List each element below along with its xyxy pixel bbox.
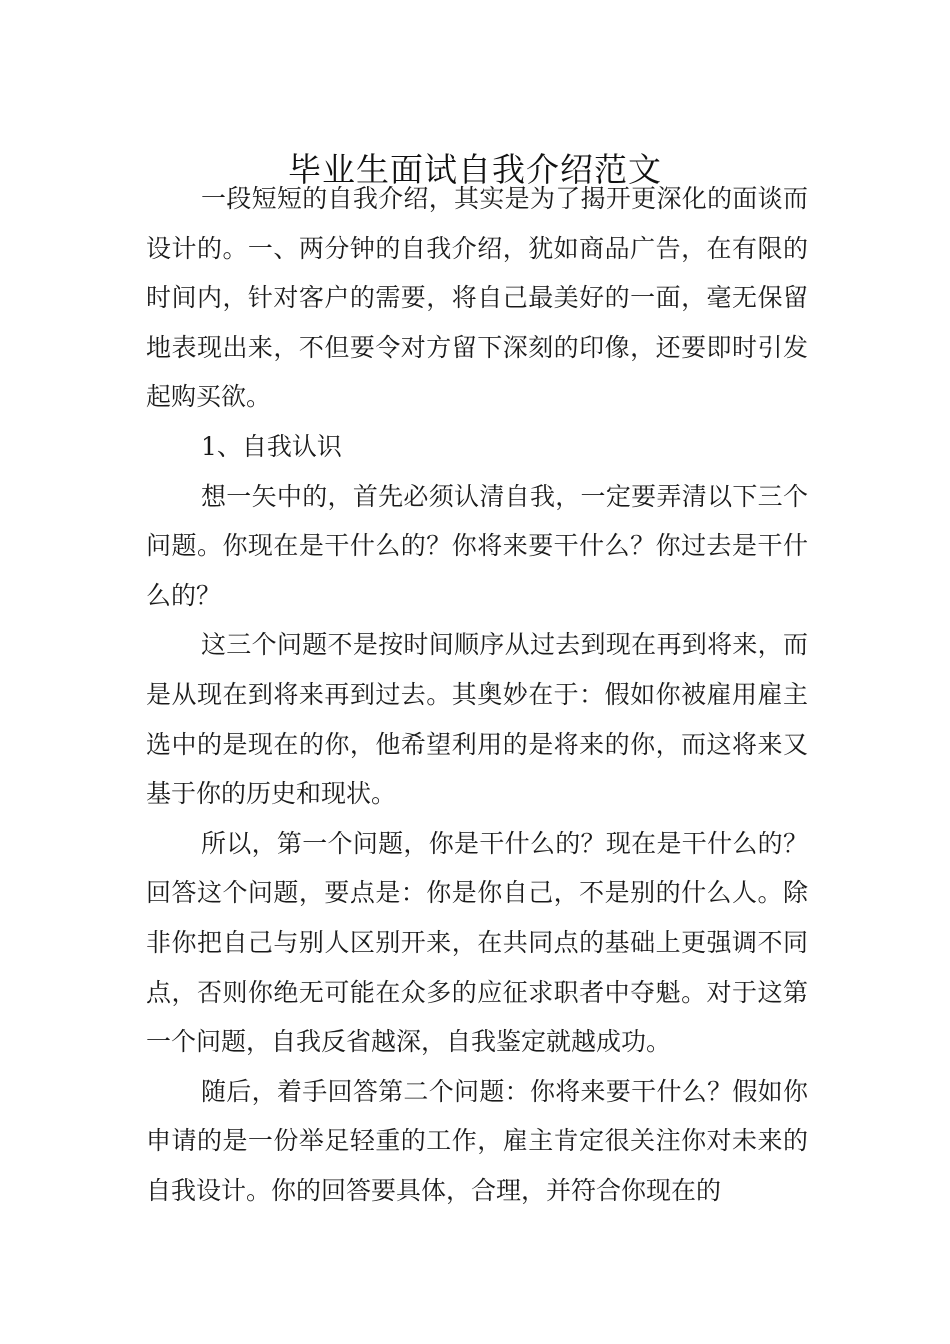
paragraph-intro: 一段短短的自我介绍，其实是为了揭开更深化的面谈而设计的。一、两分钟的自我介绍，犹如商品广告，在有限的时间内，针对客户的需要，将自己最美好的一面，毫无保留地表现出来，不但要令对方留下深刻的印像，还要即时引发起购买欲。 xyxy=(146,184,808,412)
paragraph-second-question: 随后，着手回答第二个问题：你将来要干什么？假如你申请的是一份举足轻重的工作，雇主肯定很关注你对未来的自我设计。你的回答要具体，合理，并符合你现在的 xyxy=(146,1076,808,1205)
document-body xyxy=(146,174,808,1215)
paragraph-first-question: 所以，第一个问题，你是干什么的？现在是干什么的？回答这个问题，要点是：你是你自己，不是别的什么人。除非你把自己与别人区别开来，在共同点的基础上更强调不同点，否则你绝无可能在众多的应征求职者中夺魁。对于这第一个问题，自我反省越深，自我鉴定就越成功。 xyxy=(146,828,808,1057)
paragraph-question-order: 这三个问题不是按时间顺序从过去到现在再到将来，而是从现在到将来再到过去。其奥妙在于：假如你被雇用雇主选中的是现在的你，他希望利用的是将来的你，而这将来又基于你的历史和现状。 xyxy=(146,630,808,809)
section-heading-self-awareness: 1、自我认识 xyxy=(201,431,342,461)
paragraph-three-questions: 想一矢中的，首先必须认清自我，一定要弄清以下三个问题。你现在是干什么的？你将来要干什么？你过去是干什么的？ xyxy=(146,481,808,610)
document-title: 毕业生面试自我介绍范文 xyxy=(288,150,662,190)
